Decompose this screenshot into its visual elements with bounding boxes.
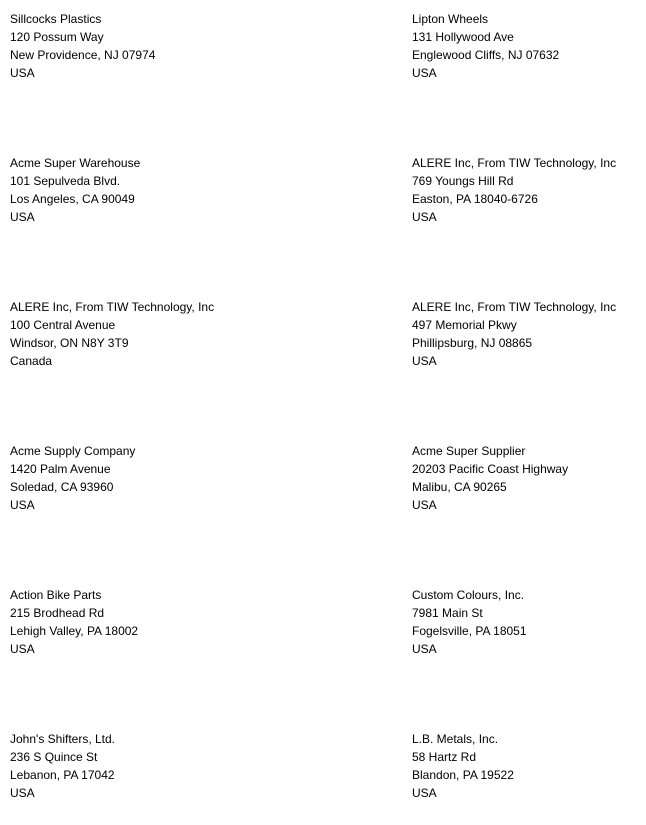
country: USA: [10, 642, 35, 656]
address-label: [10, 442, 246, 514]
street-address: 769 Youngs Hill Rd: [412, 174, 514, 188]
country: USA: [10, 786, 35, 800]
street-address: 100 Central Avenue: [10, 318, 116, 332]
country: Canada: [10, 354, 53, 368]
address-label: [412, 442, 646, 514]
company-name: John's Shifters, Ltd.: [10, 732, 116, 746]
country: USA: [10, 66, 35, 80]
address-label: [412, 10, 646, 82]
company-name: L.B. Metals, Inc.: [412, 732, 499, 746]
country: USA: [412, 354, 437, 368]
company-name: ALERE Inc, From TIW Technology, Inc: [10, 300, 215, 314]
company-name: Acme Supply Company: [10, 444, 136, 458]
country: USA: [412, 498, 437, 512]
city-state-zip: New Providence, NJ 07974: [10, 48, 156, 62]
country: USA: [412, 66, 437, 80]
address-label: [412, 298, 646, 370]
city-state-zip: Windsor, ON N8Y 3T9: [10, 336, 129, 350]
street-address: 58 Hartz Rd: [412, 750, 477, 764]
street-address: 131 Hollywood Ave: [412, 30, 514, 44]
street-address: 1420 Palm Avenue: [10, 462, 111, 476]
street-address: 20203 Pacific Coast Highway: [412, 462, 569, 476]
company-name: Acme Super Supplier: [412, 444, 526, 458]
street-address: 120 Possum Way: [10, 30, 104, 44]
company-name: Sillcocks Plastics: [10, 12, 102, 26]
company-name: Custom Colours, Inc.: [412, 588, 525, 602]
country: USA: [10, 210, 35, 224]
company-name: Action Bike Parts: [10, 588, 102, 602]
address-label: [10, 730, 246, 802]
city-state-zip: Fogelsville, PA 18051: [412, 624, 527, 638]
street-address: 215 Brodhead Rd: [10, 606, 105, 620]
company-name: Acme Super Warehouse: [10, 156, 141, 170]
address-label: [10, 10, 246, 82]
address-label: [412, 730, 646, 802]
street-address: 236 S Quince St: [10, 750, 98, 764]
address-label: [10, 154, 246, 226]
city-state-zip: Malibu, CA 90265: [412, 480, 507, 494]
address-label: [412, 154, 646, 226]
address-label: [10, 298, 246, 370]
country: USA: [10, 498, 35, 512]
company-name: ALERE Inc, From TIW Technology, Inc: [412, 156, 617, 170]
country: USA: [412, 210, 437, 224]
country: USA: [412, 642, 437, 656]
street-address: 497 Memorial Pkwy: [412, 318, 517, 332]
address-label: [412, 586, 646, 658]
city-state-zip: Lebanon, PA 17042: [10, 768, 115, 782]
address-label: [10, 586, 246, 658]
street-address: 7981 Main St: [412, 606, 483, 620]
city-state-zip: Englewood Cliffs, NJ 07632: [412, 48, 560, 62]
city-state-zip: Phillipsburg, NJ 08865: [412, 336, 533, 350]
city-state-zip: Blandon, PA 19522: [412, 768, 514, 782]
country: USA: [412, 786, 437, 800]
company-name: Lipton Wheels: [412, 12, 489, 26]
city-state-zip: Los Angeles, CA 90049: [10, 192, 135, 206]
city-state-zip: Soledad, CA 93960: [10, 480, 114, 494]
city-state-zip: Easton, PA 18040-6726: [412, 192, 538, 206]
company-name: ALERE Inc, From TIW Technology, Inc: [412, 300, 617, 314]
city-state-zip: Lehigh Valley, PA 18002: [10, 624, 139, 638]
street-address: 101 Sepulveda Blvd.: [10, 174, 121, 188]
